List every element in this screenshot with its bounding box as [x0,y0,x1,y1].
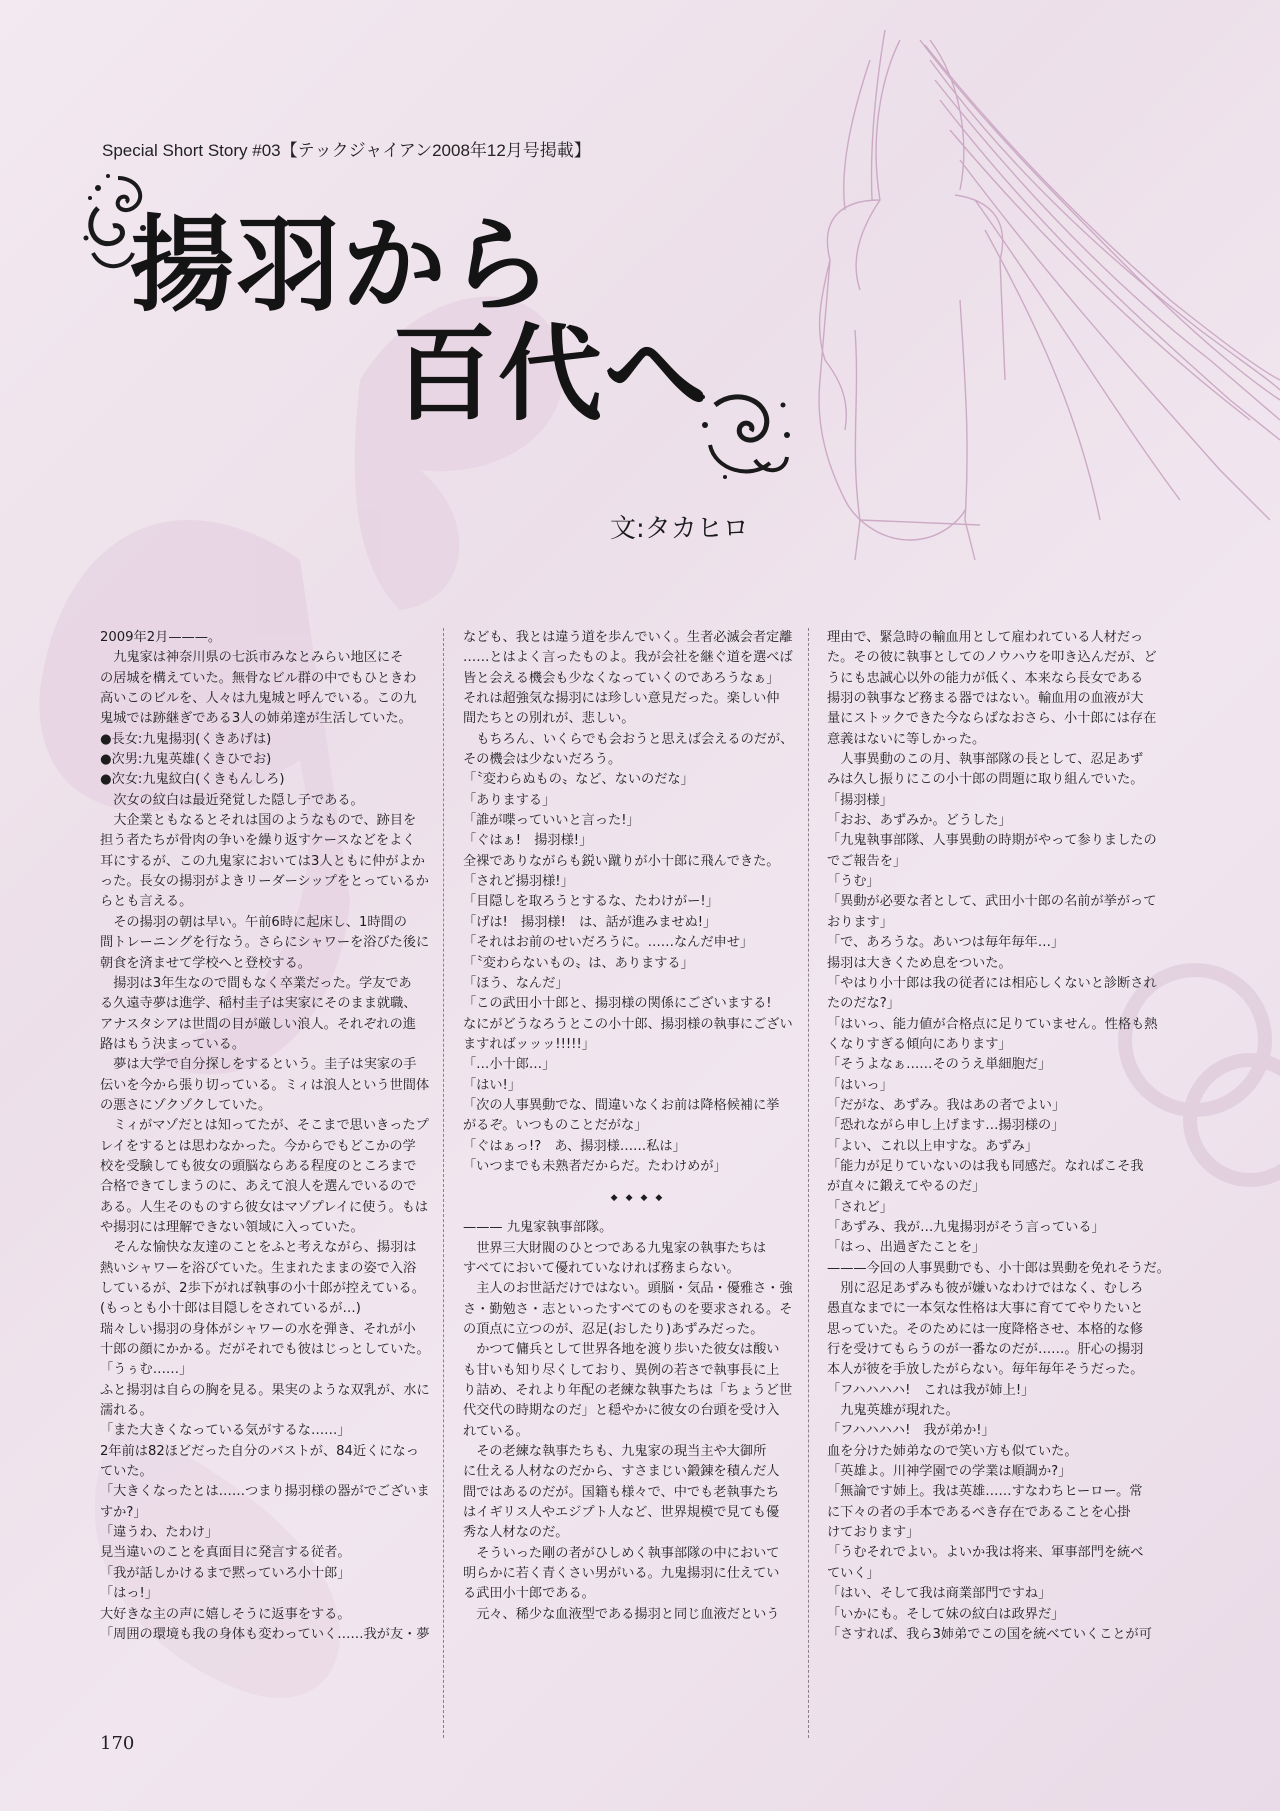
body-text-line: 「ぐはぁっ!? あ、揚羽様……私は」 [463,1138,686,1154]
body-text-line: ていた。 [100,1464,153,1480]
body-text-line: 「げは! 揚羽様! は、話が進みませぬ!」 [463,914,717,930]
body-text-line: 「はいっ、能力値が合格点に足りていません。性格も熱 [827,1016,1158,1032]
body-text-line: に仕える人材なのだから、すさまじい鍛錬を積んだ人 [463,1464,780,1480]
body-text-line: 「そうよなぁ……そのうえ単細胞だ」 [827,1057,1052,1073]
body-text-line: 2009年2月———。 [100,630,222,645]
body-text-line: ———今回の人事異動でも、小十郎は異動を免れそうだ。 [827,1260,1170,1276]
body-text-line: 「されど」 [827,1199,893,1215]
body-text-line: 「あずみ、我が…九鬼揚羽がそう言っている」 [827,1219,1105,1235]
body-text-line: 「英雄よ。川神学園での学業は順調か?」 [827,1464,1072,1480]
body-text-line: その揚羽の朝は早い。午前6時に起床し、1時間の [113,914,407,930]
body-text-line: 「揚羽様」 [827,792,893,808]
body-text-line: 「おお、あずみか。どうした」 [827,813,1012,829]
body-text-line: 理由で、緊急時の輸血用として雇われている人材だっ [827,630,1144,645]
body-text-line: 「だがな、あずみ。我はあの者でよい」 [827,1097,1066,1113]
body-text-line: 「フハハハハ! これは我が姉上!」 [827,1382,1035,1398]
body-text-line: 「〝変わらないもの〟は、ありまする」 [463,955,694,971]
body-text-line: 路はもう決まっている。 [100,1036,246,1052]
body-text-line: 本人が彼を手放したがらない。毎年毎年そうだった。 [827,1362,1144,1378]
body-text-line: 「されど揚羽様!」 [463,874,574,890]
body-text-line: らとも言える。 [100,894,193,910]
body-text-line: けております」 [827,1525,920,1541]
title-line-2: 百代へ [392,312,711,436]
text-column-3 [827,628,1182,1645]
body-text-line: 「能力が足りていないのは我も同感だ。なればこそ我 [827,1158,1144,1174]
body-text-line: 「ぐはぁ! 揚羽様!」 [463,833,593,849]
body-text-line: なども、我とは違う道を歩んでいく。生者必滅会者定離 [463,630,793,645]
body-text-line: 愚直なまでに一本気な性格は大事に育ててやりたいと [827,1301,1144,1317]
body-text-line: ——— 九鬼家執事部隊。 [463,1220,613,1236]
body-text-line: かつて傭兵として世界各地を渡り歩いた彼女は酸い [476,1342,780,1358]
page-number: 170 [100,1733,135,1754]
body-text-line: 「大きくなったとは……つまり揚羽様の器がでございま [100,1484,430,1500]
character-line-art [819,30,1280,560]
body-text-line: 合格できてしまうのに、あえて浪人を選んでいるので [100,1179,417,1195]
body-text-line: ……とはよく言ったものよ。我が会社を継ぐ道を選べば [463,650,793,666]
body-text-line: が直々に鍛えてやるのだ」 [827,1179,986,1195]
body-text-line: がるぞ。いつものことだがな」 [463,1118,648,1134]
body-text-line: る武田小十郎である。 [463,1586,595,1602]
author-credit: 文:タカヒロ [610,514,749,544]
body-text-line: 「やはり小十郎は我の従者には相応しくないと診断され [827,975,1157,991]
body-text-line: その老練な執事たちも、九鬼家の現当主や大御所 [476,1444,767,1460]
body-text-line: ていく」 [827,1565,880,1581]
body-text-line: 「異動が必要な者として、武田小十郎の名前が挙がって [827,894,1157,910]
body-text-line: 代交代の時期なのだ」と穏やかに彼女の台頭を受け入 [463,1403,780,1419]
body-text-line: それは超強気な揚羽には珍しい意見だった。楽しい仲 [463,691,780,707]
body-text-line: ●次男:九鬼英雄(くきひでお) [100,752,272,768]
body-text-line: 「この武田小十郎と、揚羽様の関係にございまする! [463,996,772,1012]
body-text-line: 主人のお世話だけではない。頭脳・気品・優雅さ・強 [476,1281,793,1297]
body-text-line: 瑞々しい揚羽の身体がシャワーの水を弾き、それが小 [100,1321,416,1337]
body-text-line: ●次女:九鬼紋白(くきもんしろ) [100,772,285,788]
body-text-line: しているが、2歩下がれば執事の小十郎が控えている。 [100,1281,425,1296]
body-text-line: 次女の紋白は最近発覚した隠し子である。 [113,792,364,808]
body-text-line: 夢は大学で自分探しをするという。圭子は実家の手 [113,1057,417,1073]
body-text-line: 間トレーニングを行なう。さらにシャワーを浴びた後に [100,935,430,951]
body-text-line: はイギリス人やエジプト人など、世界規模で見ても優 [463,1505,780,1521]
body-text-line: 量にストックできた今ならばなおさら、小十郎には存在 [827,711,1157,727]
body-text-line: ますればッッッ!!!!!」 [463,1036,595,1052]
body-text-line: 意義はないに等しかった。 [827,731,986,747]
body-text-line: 鬼城では跡継ぎである3人の姉弟達が生活していた。 [100,711,412,727]
body-text-line: る久遠寺夢は進学、稲村圭子は実家にそのまま就職、 [100,996,417,1012]
series-label: Special Short Story #03 [102,141,281,160]
body-text-line: れている。 [463,1423,529,1439]
story-title [130,203,711,436]
body-text-line: すか?」 [100,1504,147,1520]
body-text-line: 明らかに若く青くさい男がいる。九鬼揚羽に仕えてい [463,1566,780,1582]
body-text-line: 行を受けてもらうのが一番なのだが……。肝心の揚羽 [827,1342,1144,1358]
body-text-line: すべてにおいて優れていなければ務まらない。 [463,1260,740,1276]
body-text-line: そういった剛の者がひしめく執事部隊の中において [476,1545,780,1561]
body-text-line: 揚羽の執事など務まる器ではない。輸血用の血液が大 [827,691,1144,707]
body-text-line: 「九鬼執事部隊、人事異動の時期がやって参りましたの [827,833,1157,849]
body-text-line: 「いかにも。そして妹の紋白は政界だ」 [827,1606,1065,1622]
body-text-line: 「目隠しを取ろうとするな、たわけがー!」 [463,894,719,910]
column-divider-1 [443,628,444,1738]
body-text-line: 「ありまする」 [463,792,556,808]
body-text-line: その機会は少ないだろう。 [463,752,622,768]
body-text-line: ある。人生そのものすら彼女はマゾプレイに使う。もは [100,1199,429,1215]
body-text-line: 九鬼家は神奈川県の七浜市みなとみらい地区にそ [113,650,404,666]
body-text-line: 「ほう、なんだ」 [463,975,569,991]
body-text-line: 「さすれば、我ら3姉弟でこの国を統べていくことが可 [827,1626,1152,1642]
body-text-line: に下々の者の手本であるべき存在であることを心掛 [827,1504,1131,1520]
body-text-line: くなりすぎる傾向にあります」 [827,1036,1012,1052]
body-text-line: たのだな?」 [827,996,900,1012]
body-text-line: 「うぅむ……」 [100,1362,193,1378]
body-text-line: 「〝変わらぬもの〟など、ないのだな」 [463,772,694,788]
body-text-line: アナスタシアは世間の目が厳しい浪人。それぞれの進 [100,1016,416,1032]
body-text-line: 大企業ともなるとそれは国のようなもので、跡目を [113,813,417,829]
body-text-line: (もっとも小十郎は目隠しをされているが…) [100,1301,361,1317]
body-text-line: 「周囲の環境も我の身体も変わっていく……我が友・夢 [100,1626,430,1642]
body-text-line: 担う者たちが骨肉の争いを繰り返すケースなどをよく [100,833,416,849]
body-text-line: 思っていた。そのためには一度降格させ、本格的な修 [827,1321,1144,1337]
body-text-line: 世界三大財閥のひとつである九鬼家の執事たちは [476,1240,767,1256]
body-text-line: 校を受験しても彼女の頭脳ならある程度のところまで [100,1158,417,1174]
body-text-line: 「うむそれでよい。よいか我は将来、軍事部門を統べ [827,1545,1144,1561]
body-text-line: 「それはお前のせいだろうに。……なんだ申せ」 [463,935,754,951]
body-text-line: もちろん、いくらでも会おうと思えば会えるのだが、 [476,731,794,747]
body-text-line: 朝食を済ませて学校へと登校する。 [100,955,311,971]
body-text-line: 2年前は82ほどだった自分のバストが、84近くになっ [100,1443,419,1459]
section-separator: ◆◆◆◆ [610,1192,671,1203]
body-text-line: 間ではあるのだが。国籍も様々で、中でも老執事たち [463,1484,780,1500]
body-text-line: 「よい、これ以上申すな。あずみ」 [827,1138,1038,1154]
body-text-line: みは久し振りにこの小十郎の問題に取り組んでいた。 [827,772,1144,788]
body-text-line: 「フハハハハ! 我が弟か!」 [827,1423,995,1439]
body-text-line: 揚羽は3年生なので間もなく卒業だった。学友であ [113,975,412,991]
body-text-line: 「次の人事異動でな、間違いなくお前は降格候補に挙 [463,1097,780,1113]
column-divider-2 [808,628,809,1738]
body-text-line: 「うむ」 [827,874,880,890]
body-text-line: や揚羽には理解できない領域に入っていた。 [100,1219,364,1235]
body-text-line: り詰め、それより年配の老練な執事たちは「ちょうど世 [463,1383,793,1399]
body-text-line: ミィがマゾだとは知ってたが、そこまで思いきったプ [113,1118,429,1134]
body-text-line: 揚羽は大きくため息をついた。 [827,955,1012,971]
body-text-line: 「恐れながら申し上げます…揚羽様の」 [827,1118,1065,1134]
body-text-line: 「はい、そして我は商業部門ですね」 [827,1586,1052,1602]
body-text-line: 元々、稀少な血液型である揚羽と同じ血液だという [476,1606,780,1622]
body-text-line: 全裸でありながらも鋭い蹴りが小十郎に飛んできた。 [463,853,780,869]
body-text-line: 「いつまでも未熟者だからだ。たわけめが」 [463,1158,727,1174]
body-text-line: 別に忍足あずみも彼が嫌いなわけではなく、むしろ [840,1281,1144,1296]
body-text-line: 秀な人材なのだ。 [463,1525,569,1541]
body-text-line: 「違うわ、たわけ」 [100,1525,219,1541]
body-text-line: 「また大きくなっている気がするな……」 [100,1423,351,1439]
body-text-line: 伝いを今から張り切っている。ミィは浪人という世間体 [100,1077,430,1093]
body-text-line: 人事異動のこの月、執事部隊の長として、忍足あず [840,752,1144,768]
body-text-line: 高いこのビルを、人々は九鬼城と呼んでいる。この九 [100,691,417,707]
body-text-line: ふと揚羽は自らの胸を見る。果実のような双乳が、水に [100,1382,430,1398]
body-text-line: の悪さにゾクゾクしていた。 [100,1097,272,1113]
body-text-line: レイをするとは思わなかった。今からでもどこかの学 [100,1138,416,1154]
body-text-line: おります」 [827,914,893,930]
body-text-line: 「…小十郎…」 [463,1057,556,1073]
body-text-line: 血を分けた姉弟なので笑い方も似ていた。 [827,1443,1078,1459]
body-text-line: 熱いシャワーを浴びていた。生まれたままの姿で入浴 [100,1260,417,1276]
source-label: 【テックジャイアン2008年12月号掲載】 [280,141,591,160]
body-text-line: なにがどうなろうとこの小十郎、揚羽様の執事にござい [463,1016,793,1032]
text-column-1 [100,628,455,1645]
body-text-line: 十郎の顔にかかる。だがそれでも彼はじっとしていた。 [100,1342,430,1358]
body-text-line: 「はいっ」 [827,1077,893,1093]
body-text-line: 見当違いのことを真面目に発言する従者。 [100,1545,351,1561]
body-text-line: 「誰が喋っていいと言った!」 [463,813,640,829]
title-line-1: 揚羽から [130,203,555,326]
body-text-line: も甘いも知り尽くしており、異例の若さで執事長に上 [463,1362,780,1378]
body-text-line: ●長女:九鬼揚羽(くきあげは) [100,731,272,747]
body-text-line: 「はい!」 [463,1077,522,1093]
body-text-line: 大好きな主の声に嬉しそうに返事をする。 [100,1606,351,1622]
body-text-line: った。長女の揚羽がよきリーダーシップをとっているか [100,874,429,890]
body-text-line: 「我が話しかけるまで黙っていろ小十郎」 [100,1565,351,1581]
body-text-line: 耳にするが、この九鬼家においては3人ともに仲がよか [100,853,425,869]
body-text-line: 「で、あろうな。あいつは毎年毎年…」 [827,935,1065,951]
text-column-2 [463,628,818,1625]
body-text-line: 皆と会える機会も少なくなっていくのであろうなぁ」 [463,670,780,686]
body-text-line: そんな愉快な友達のことをふと考えながら、揚羽は [113,1240,417,1256]
body-text-line: 「はっ、出過ぎたことを」 [827,1240,986,1256]
body-text-line: 「無論です姉上。我は英雄……すなわちヒーロー。常 [827,1484,1143,1500]
body-text-line: 濡れる。 [100,1403,153,1419]
body-text-line: さ・勤勉さ・志といったすべてのものを要求される。そ [463,1301,793,1317]
body-text-line: 間たちとの別れが、悲しい。 [463,711,635,727]
body-text-line: 「はっ!」 [100,1586,159,1602]
body-text-line: の頂点に立つのが、忍足(おしたり)あずみだった。 [463,1322,764,1337]
body-text-line: の居城を構えていた。無骨なビル群の中でもひときわ [100,670,417,686]
story-header [102,136,591,161]
body-text-line: うにも忠誠心以外の能力が低く、本来なら長女である [827,670,1144,686]
body-text-line: 九鬼英雄が現れた。 [840,1403,959,1419]
body-text-line: でご報告を」 [827,853,907,869]
body-text-line: た。その彼に執事としてのノウハウを叩き込んだが、ど [827,650,1157,666]
